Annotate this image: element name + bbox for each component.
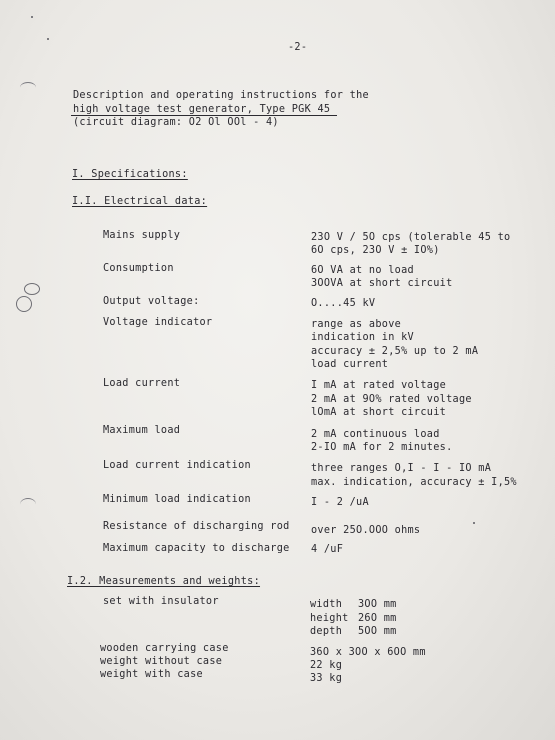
value-weight-with-case: 33 kg [310,673,343,684]
label-load-current-indication: Load current indication [103,460,251,471]
label-maximum-load: Maximum load [103,425,181,436]
speck [31,16,33,18]
label-minimum-load-indication: Minimum load indication [103,494,251,505]
label-mains-supply: Mains supply [103,230,181,241]
label-width: width [310,599,343,610]
value-load-current-3: lOmA at short circuit [311,407,447,418]
label-voltage-indicator: Voltage indicator [103,317,213,328]
page-number: -2- [288,42,308,53]
value-mains-supply-1: 23O V / 5O cps (tolerable 45 to [311,232,511,243]
label-load-current: Load current [103,378,181,389]
value-voltage-indicator-3: accuracy ± 2,5% up to 2 mA [311,346,479,357]
value-maximum-load-1: 2 mA continuous load [311,429,440,440]
value-weight-without-case: 22 kg [310,660,343,671]
value-depth: 5OO mm [358,626,397,637]
value-voltage-indicator-1: range as above [311,319,402,330]
value-load-current-indication-1: three ranges O,I - I - IO mA [311,463,492,474]
subsection-title-measurements: I.2. Measurements and weights: [67,576,261,587]
label-wooden-case: wooden carrying case [100,643,229,654]
value-voltage-indicator-4: load current [311,359,389,370]
margin-mark [20,498,36,511]
label-discharging-rod-resistance: Resistance of discharging rod [103,521,290,532]
header-line-2: high voltage test generator, Type PGK 45 [73,104,331,115]
speck [47,38,49,40]
subsection-title-electrical: I.I. Electrical data: [72,196,208,207]
label-output-voltage: Output voltage: [103,296,200,307]
value-maximum-capacity: 4 /uF [311,544,344,555]
header-line-1: Description and operating instructions for the [73,90,369,101]
value-voltage-indicator-2: indication in kV [311,332,414,343]
binder-hole [16,296,32,312]
value-minimum-load-indication: I - 2 /uA [311,497,369,508]
label-weight-without-case: weight without case [100,656,223,667]
value-mains-supply-2: 6O cps, 23O V ± IO%) [311,245,440,256]
value-height: 26O mm [358,613,397,624]
label-weight-with-case: weight with case [100,669,203,680]
section-title-specifications: I. Specifications: [72,169,188,180]
value-consumption-1: 6O VA at no load [311,265,414,276]
label-height: height [310,613,349,624]
value-output-voltage: O....45 kV [311,298,376,309]
value-discharging-rod-resistance: over 25O.OOO ohms [311,525,421,536]
label-consumption: Consumption [103,263,174,274]
value-wooden-case: 36O x 3OO x 6OO mm [310,647,426,658]
label-maximum-capacity: Maximum capacity to discharge [103,543,290,554]
label-depth: depth [310,626,343,637]
value-consumption-2: 3OOVA at short circuit [311,278,453,289]
header-line-3: (circuit diagram: O2 Ol OOl - 4) [73,117,279,128]
label-set-with-insulator: set with insulator [103,596,219,607]
value-load-current-1: I mA at rated voltage [311,380,447,391]
value-width: 3OO mm [358,599,397,610]
value-load-current-indication-2: max. indication, accuracy ± I,5% [311,477,517,488]
value-load-current-2: 2 mA at 9O% rated voltage [311,394,472,405]
margin-mark [20,82,36,93]
binder-hole [24,283,40,295]
speck [473,522,475,524]
value-maximum-load-2: 2-IO mA for 2 minutes. [311,442,453,453]
